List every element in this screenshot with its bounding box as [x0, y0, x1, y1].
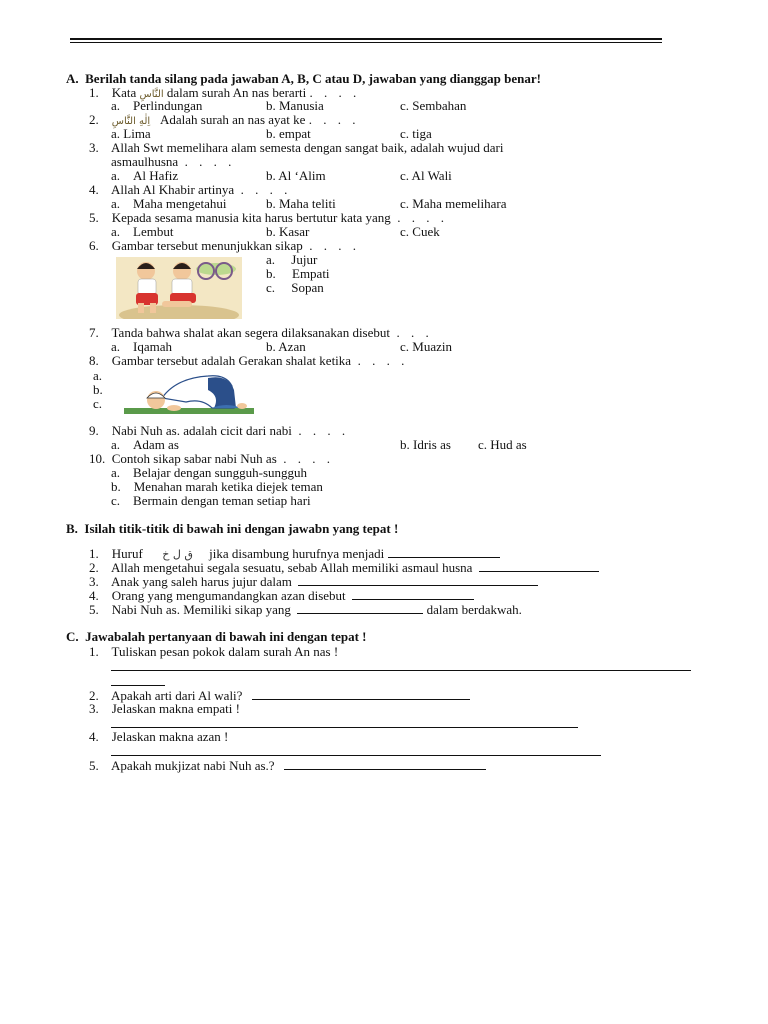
- option-a2-b: b. empat: [266, 126, 311, 141]
- answer-blank[interactable]: [352, 588, 474, 600]
- question-a4: 4. Allah Al Khabir artinya . . . .: [89, 182, 292, 197]
- option-a7-a: a. Iqamah: [111, 339, 173, 354]
- section-c-heading: C. Jawabalah pertanyaan di bawah ini dengan tepat !: [66, 629, 367, 644]
- answer-line[interactable]: [111, 685, 165, 686]
- option-a1-c: c. Sembahan: [400, 98, 467, 113]
- question-c2: 2. Apakah arti dari Al wali?: [89, 688, 470, 703]
- question-c4: 4. Jelaskan makna azan !: [89, 729, 229, 744]
- option-a4-a: a. Maha mengetahui: [111, 196, 227, 211]
- sujud-prayer-image: [116, 368, 256, 416]
- option-a1-b: b. Manusia: [266, 98, 324, 113]
- option-a7-b: b. Azan: [266, 339, 306, 354]
- option-a9-a: a. Adam as: [111, 437, 179, 452]
- answer-line[interactable]: [111, 727, 578, 728]
- option-a8-c: c.: [93, 396, 103, 411]
- option-a5-b: b. Kasar: [266, 224, 310, 239]
- header-rule: [70, 38, 662, 40]
- option-a6-c: c. Sopan: [266, 280, 324, 295]
- option-a5-c: c. Cuek: [400, 224, 440, 239]
- option-a3-b: b. Al ‘Alim: [266, 168, 326, 183]
- question-a10: 10. Contoh sikap sabar nabi Nuh as . . . .: [89, 451, 335, 466]
- option-a10-b: b. Menahan marah ketika diejek teman: [111, 479, 323, 494]
- option-a2-a: a. Lima: [111, 126, 151, 141]
- option-a4-c: c. Maha memelihara: [400, 196, 507, 211]
- question-a3: 3. Allah Swt memelihara alam semesta dengan sangat baik, adalah wujud dari: [89, 140, 504, 155]
- question-c3: 3. Jelaskan makna empati !: [89, 701, 240, 716]
- question-a8: 8. Gambar tersebut adalah Gerakan shalat ketika . . . .: [89, 353, 409, 368]
- header-rule-thin: [70, 42, 662, 43]
- section-b-heading: B. Isilah titik-titik di bawah ini dengan jawabn yang tepat !: [66, 521, 399, 536]
- option-a8-a: a.: [93, 368, 103, 383]
- answer-blank[interactable]: [298, 574, 538, 586]
- option-a9-b: b. Idris as: [400, 437, 451, 452]
- option-a7-c: c. Muazin: [400, 339, 452, 354]
- answer-line[interactable]: [111, 670, 691, 671]
- answer-line[interactable]: [111, 755, 601, 756]
- option-a6-a: a. Jujur: [266, 252, 318, 267]
- children-helping-image: [116, 257, 242, 319]
- question-a2: 2. اِلٰهِ النَّاسِ Adalah surah an nas ayat ke . . . .: [89, 112, 360, 127]
- question-a7: 7. Tanda bahwa shalat akan segera dilaksanakan disebut . . .: [89, 325, 433, 340]
- question-c5: 5. Apakah mukjizat nabi Nuh as.?: [89, 758, 486, 773]
- question-b3: 3. Anak yang saleh harus jujur dalam: [89, 574, 538, 589]
- option-a3-c: c. Al Wali: [400, 168, 452, 183]
- question-a5: 5. Kepada sesama manusia kita harus bertutur kata yang . . . .: [89, 210, 449, 225]
- answer-blank[interactable]: [388, 546, 500, 558]
- option-a10-a: a. Belajar dengan sungguh-sungguh: [111, 465, 308, 480]
- option-a2-c: c. tiga: [400, 126, 432, 141]
- question-a3-line2: asmaulhusna . . . .: [111, 154, 236, 169]
- section-a-heading: A. Berilah tanda silang pada jawaban A, B, C atau D, jawaban yang dianggap benar!: [66, 71, 541, 86]
- option-a3-a: a. Al Hafiz: [111, 168, 179, 183]
- question-a6: 6. Gambar tersebut menunjukkan sikap . . . .: [89, 238, 360, 253]
- answer-blank[interactable]: [284, 758, 486, 770]
- option-a10-c: c. Bermain dengan teman setiap hari: [111, 493, 311, 508]
- question-a1: 1. Kata النَّاسِ dalam surah An nas berarti . . . .: [89, 85, 361, 100]
- option-a9-c: c. Hud as: [478, 437, 527, 452]
- question-b4: 4. Orang yang mengumandangkan azan disebut: [89, 588, 474, 603]
- question-a9: 9. Nabi Nuh as. adalah cicit dari nabi . . . .: [89, 423, 350, 438]
- answer-blank[interactable]: [252, 688, 470, 700]
- option-a4-b: b. Maha teliti: [266, 196, 336, 211]
- question-b2: 2. Allah mengetahui segala sesuatu, sebab Allah memiliki asmaul husna: [89, 560, 599, 575]
- question-b5: 5. Nabi Nuh as. Memiliki sikap yang dalam berdakwah.: [89, 602, 522, 617]
- option-a6-b: b. Empati: [266, 266, 330, 281]
- question-c1: 1. Tuliskan pesan pokok dalam surah An nas !: [89, 644, 339, 659]
- question-b1: 1. Huruf ق ل خ jika disambung hurufnya menjadi: [89, 546, 500, 562]
- option-a5-a: a. Lembut: [111, 224, 174, 239]
- option-a1-a: a. Perlindungan: [111, 98, 203, 113]
- answer-blank[interactable]: [479, 560, 599, 572]
- answer-blank[interactable]: [297, 602, 423, 614]
- option-a8-b: b.: [93, 382, 103, 397]
